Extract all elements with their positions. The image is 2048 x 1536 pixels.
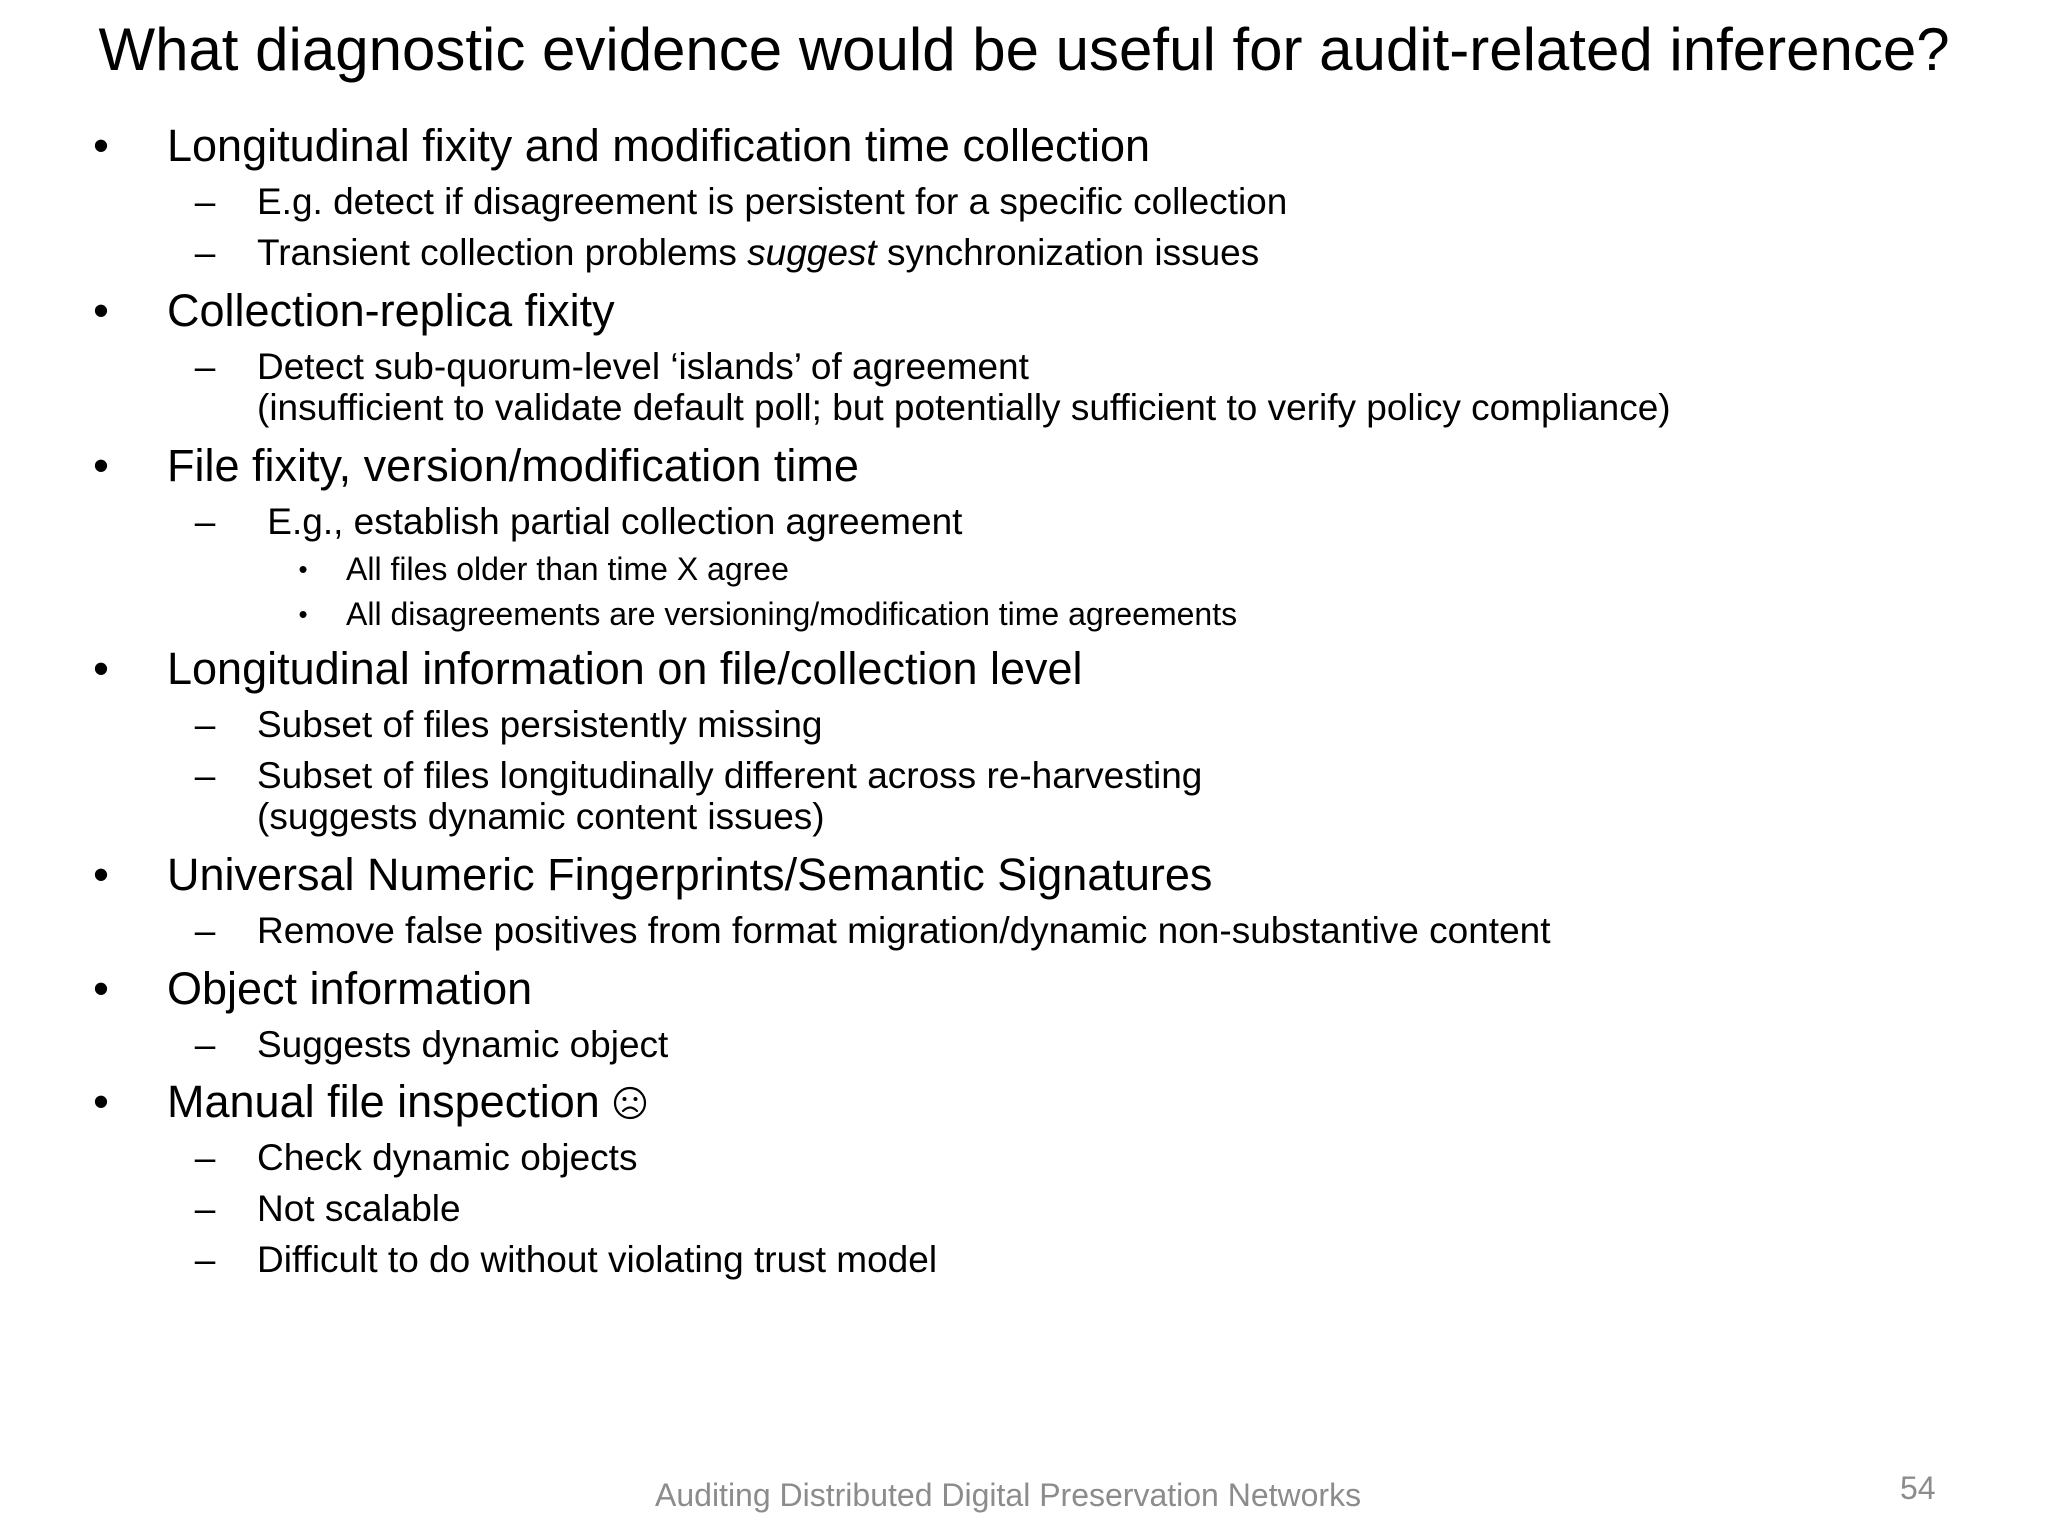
text-part: Transient collection problems	[257, 232, 748, 273]
text-part: synchronization issues	[876, 232, 1260, 273]
bullet-text-with-icon	[167, 1073, 648, 1131]
bullet-text: Universal Numeric Fingerprints/Semantic Signatures	[167, 849, 1213, 900]
sub-bullet-text: Suggests dynamic object	[257, 1024, 669, 1065]
bullet-text: File fixity, version/modification time	[167, 440, 859, 491]
bullet-text: Object information	[167, 963, 533, 1014]
page-number: 54	[1900, 1470, 1936, 1506]
sub-bullet-text	[257, 229, 1259, 277]
dash-marker: –	[194, 910, 216, 951]
dash-marker: –	[194, 501, 216, 542]
dash-marker: –	[194, 755, 216, 796]
bullet-marker: •	[93, 440, 109, 491]
dash-marker: –	[194, 181, 216, 222]
bullet-text: Manual file inspection	[167, 1076, 600, 1127]
sub-sub-bullet-text: All files older than time X agree	[346, 551, 789, 587]
dash-marker: –	[194, 1239, 216, 1280]
dash-marker: –	[194, 1024, 216, 1065]
sub-bullet-text: Subset of files longitudinally different across re-harvesting	[257, 755, 1203, 796]
dash-marker: –	[194, 1137, 216, 1178]
sub-sub-bullet-text: All disagreements are versioning/modification time agreements	[346, 596, 1238, 632]
bullet-text: Longitudinal information on file/collection level	[167, 643, 1083, 694]
bullet-marker: •	[93, 285, 109, 336]
sub-bullet-text: Remove false positives from format migration/dynamic non-substantive content	[257, 910, 1551, 951]
bullet-marker: •	[298, 554, 308, 584]
sub-bullet-text: Detect sub-quorum-level ‘islands’ of agreement	[257, 346, 1029, 387]
slide-footer: Auditing Distributed Digital Preservation Networks	[655, 1477, 1362, 1513]
emphasis-text: suggest	[747, 232, 877, 273]
bullet-marker: •	[93, 1076, 109, 1127]
bullet-marker: •	[298, 599, 308, 629]
dash-marker: –	[194, 1188, 216, 1229]
slide-title: What diagnostic evidence would be useful for audit-related inference?	[98, 16, 1950, 83]
sub-bullet-text: E.g. detect if disagreement is persistent for a specific collection	[257, 181, 1288, 222]
sub-bullet-text: Not scalable	[257, 1188, 461, 1229]
bullet-marker: •	[93, 963, 109, 1014]
bullet-marker: •	[93, 120, 109, 171]
sub-bullet-continuation: (suggests dynamic content issues)	[257, 796, 825, 837]
bullet-marker: •	[93, 643, 109, 694]
dash-marker: –	[194, 232, 216, 273]
sub-bullet-text: Check dynamic objects	[257, 1137, 638, 1178]
bullet-marker: •	[93, 849, 109, 900]
sub-bullet-continuation: (insufficient to validate default poll; but potentially sufficient to verify policy compliance)	[257, 387, 1671, 428]
dash-marker: –	[194, 704, 216, 745]
sub-bullet-text: Difficult to do without violating trust model	[257, 1239, 938, 1280]
bullet-text: Collection-replica fixity	[167, 285, 615, 336]
sub-bullet-text: Subset of files persistently missing	[257, 704, 823, 745]
bullet-text: Longitudinal fixity and modification time collection	[167, 120, 1151, 171]
frown-icon	[612, 1085, 648, 1121]
sub-bullet-text: E.g., establish partial collection agreement	[257, 501, 963, 542]
dash-marker: –	[194, 346, 216, 387]
